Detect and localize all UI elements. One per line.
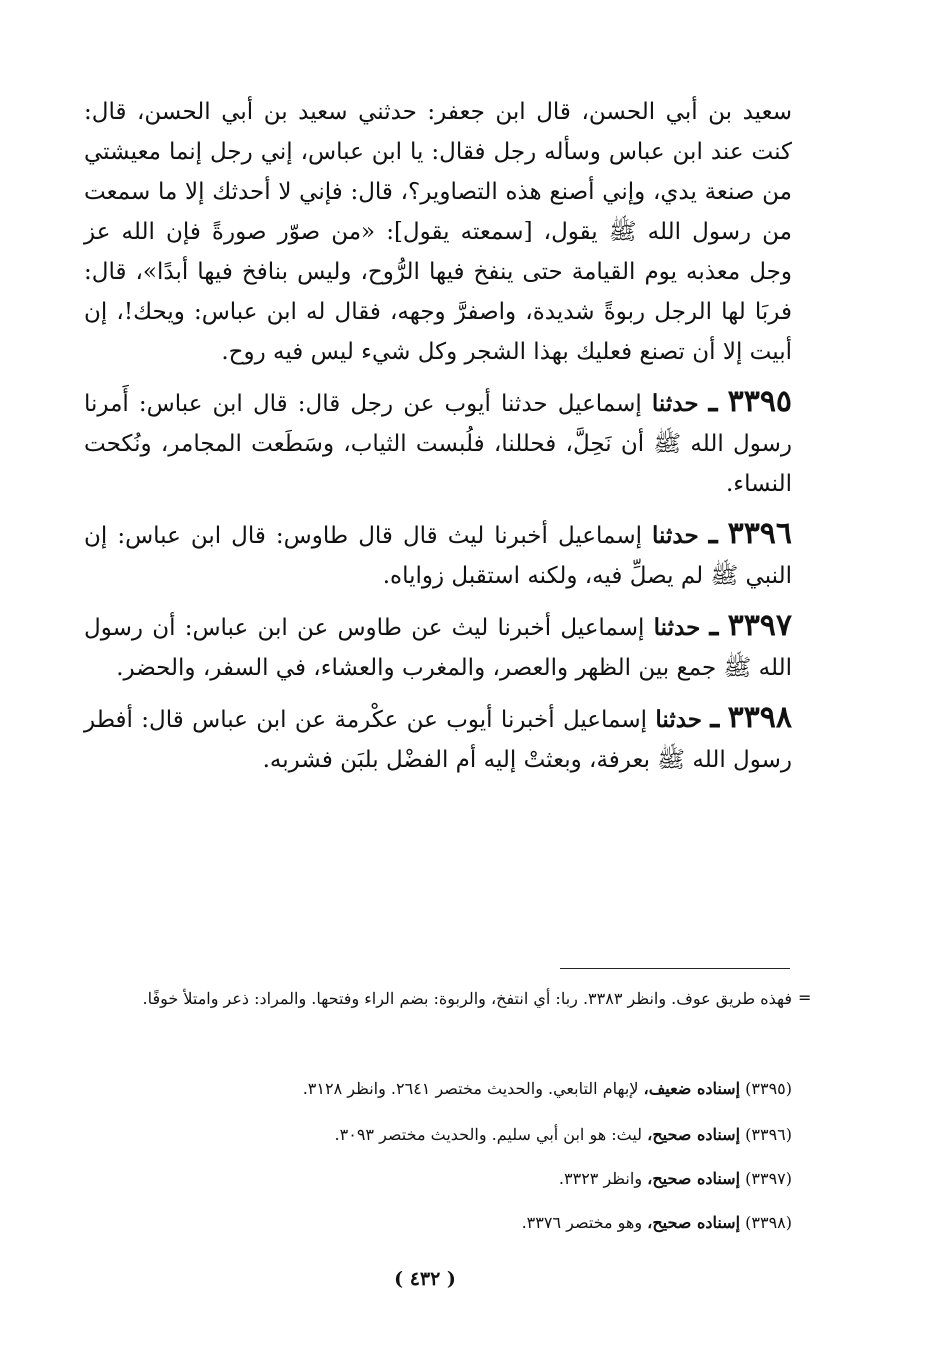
hadith-dash: ـ bbox=[708, 384, 718, 419]
hadith-dash: ـ bbox=[709, 608, 719, 643]
haddathana-label: حدثنا bbox=[653, 614, 701, 641]
footnote-text: وانظر ٣٣٢٣. bbox=[558, 1169, 643, 1188]
continuation-marker: = bbox=[798, 988, 812, 1007]
main-text bbox=[84, 92, 792, 780]
hadith-number: ٣٣٩٥ bbox=[727, 384, 793, 419]
footnote-ref: (٣٣٩٨) bbox=[745, 1213, 792, 1232]
hadith-text: إسماعيل أخبرنا ليث عن طاوس عن ابن عباس: أن رسول الله ﷺ جمع بين الظهر والعصر، والمغرب والعشاء، في السفر، والحضر. bbox=[84, 615, 792, 681]
footnote-3396 bbox=[220, 1122, 792, 1148]
hadith-dash: ـ bbox=[710, 700, 720, 735]
page-number: ( ٤٣٢ ) bbox=[394, 1268, 456, 1290]
footnote-grading: إسناده صحيح، bbox=[647, 1213, 741, 1232]
footnote-ref: (٣٣٩٥) bbox=[745, 1079, 792, 1098]
continuation-paragraph: سعيد بن أبي الحسن، قال ابن جعفر: حدثني سعيد بن أبي الحسن، قال: كنت عند ابن عباس وسأله رجل فقال: يا ابن عباس، إني رجل إنما معيشتي من صنعة يدي، وإني أصنع هذه التصاوير؟، قال: فإني لا أحدثك إلا ما سمعت من رسول الله ﷺ يقول، [سمعته يقول]: «من صوّر صورةً فإن الله عز وجل معذبه يوم القيامة حتى ينفخ فيها الرُّوح، وليس بنافخ فيها أبدًا»، قال: فربَا لها الرجل ربوةً شديدة، واصفرَّ وجهه، فقال له ابن عباس: ويحك!، إن أبيت إلا أن تصنع فعليك بهذا الشجر وكل شيء ليس فيه روح. bbox=[84, 99, 792, 365]
haddathana-label: حدثنا bbox=[655, 706, 703, 733]
haddathana-label: حدثنا bbox=[652, 522, 699, 549]
hadith-3395 bbox=[84, 382, 792, 504]
footnote-3395 bbox=[180, 1076, 792, 1102]
hadith-3397 bbox=[84, 606, 792, 688]
footnote-ref: (٣٣٩٧) bbox=[745, 1169, 792, 1188]
footnote-grading: إسناده ضعيف، bbox=[643, 1079, 741, 1098]
hadith-dash: ـ bbox=[708, 516, 718, 551]
footnote-text: وهو مختصر ٣٣٧٦. bbox=[521, 1213, 643, 1232]
hadith-text: إسماعيل أخبرنا ليث قال قال طاوس: قال ابن عباس: إن النبي ﷺ لم يصلِّ فيه، ولكنه استقبل زواياه. bbox=[84, 523, 792, 589]
hadith-number: ٣٣٩٧ bbox=[727, 608, 793, 643]
footnote-grading: إسناده صحيح، bbox=[647, 1125, 741, 1144]
footnote-text: ليث: هو ابن أبي سليم. والحديث مختصر ٣٠٩٣. bbox=[334, 1125, 643, 1144]
hadith-number: ٣٣٩٦ bbox=[727, 516, 793, 551]
hadith-3396 bbox=[84, 514, 792, 596]
footnote-3398 bbox=[220, 1210, 792, 1236]
hadith-text: إسماعيل أخبرنا أيوب عن عكْرمة عن ابن عباس قال: أفطر رسول الله ﷺ بعرفة، وبعثتْ إليه أم الفضْل بلبَن فشربه. bbox=[84, 707, 792, 773]
footnote-grading: إسناده صحيح، bbox=[647, 1169, 741, 1188]
footnote-ref: (٣٣٩٦) bbox=[745, 1125, 792, 1144]
hadith-3398 bbox=[84, 698, 792, 780]
hadith-text: إسماعيل حدثنا أيوب عن رجل قال: قال ابن عباس: أَمرنا رسول الله ﷺ أن نَحِلَّ، فحللنا، فلُبست الثياب، وسَطَعت المجامر، ونُكحت النساء. bbox=[84, 391, 792, 497]
haddathana-label: حدثنا bbox=[651, 390, 699, 417]
footnote-separator bbox=[560, 968, 790, 969]
footnote-continuation: فهذه طريق عوف. وانظر ٣٣٨٣. ربا: أي انتفخ، والربوة: بضم الراء وفتحها. والمراد: ذعر وامتلأ خوفًا. bbox=[142, 989, 792, 1008]
footnote-text: لإبهام التابعي. والحديث مختصر ٢٦٤١. وانظر ٣١٢٨. bbox=[302, 1079, 639, 1098]
hadith-number: ٣٣٩٨ bbox=[727, 700, 793, 735]
footnote-3397 bbox=[220, 1166, 792, 1192]
